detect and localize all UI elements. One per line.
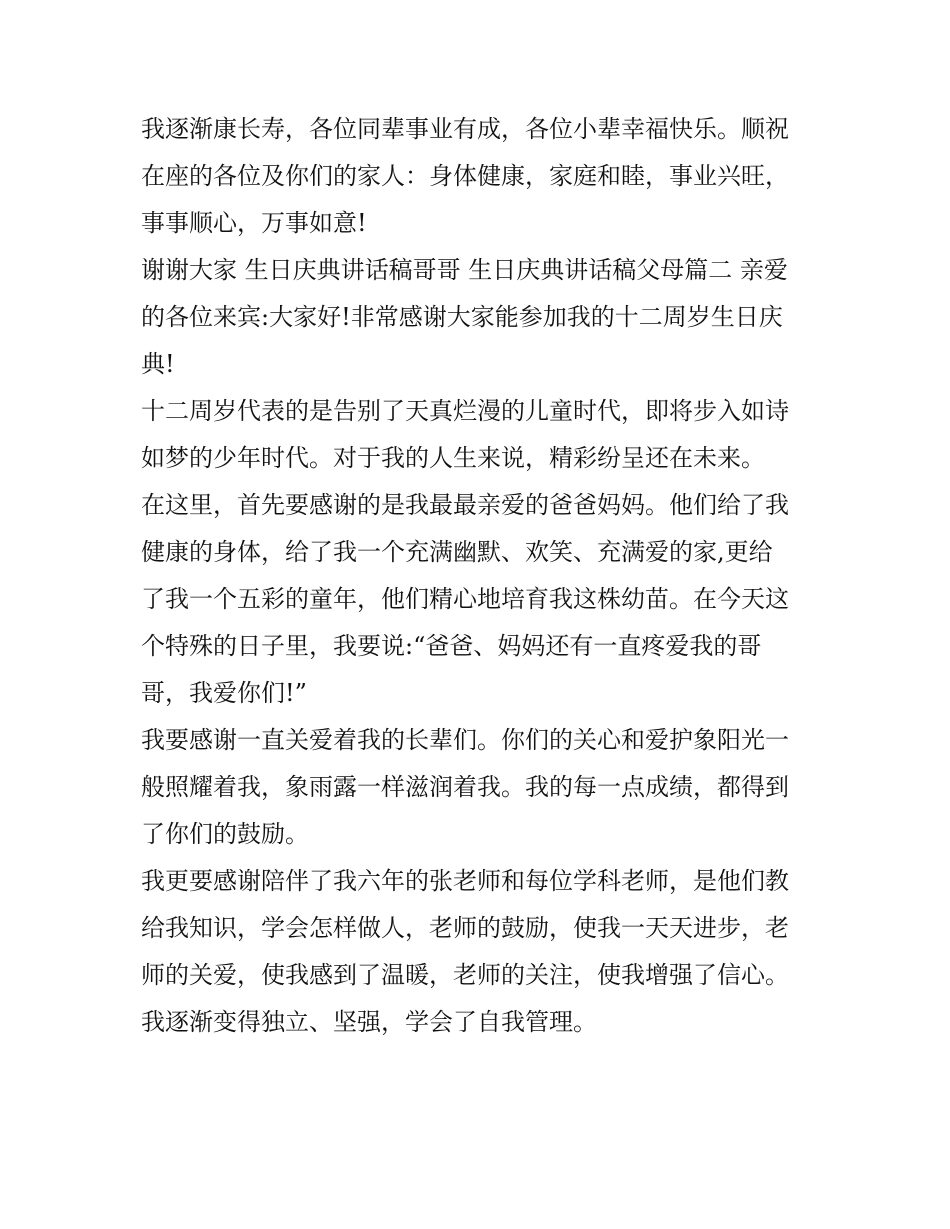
- text-line: 我逐渐变得独立、坚强，学会了自我管理。: [141, 1008, 597, 1036]
- paragraph-4: [141, 482, 817, 717]
- text-line: 给我知识，学会怎样做人，老师的鼓励，使我一天天进步，老: [141, 914, 789, 942]
- text-line: 在座的各位及你们的家人：身体健康，家庭和睦，事业兴旺，: [141, 162, 789, 190]
- paragraph-6: [141, 858, 817, 1046]
- paragraph-2: [141, 247, 817, 388]
- text-line: 谢谢大家 生日庆典讲话稿哥哥 生日庆典讲话稿父母篇二 亲爱: [141, 256, 788, 284]
- document-body: [141, 106, 817, 1046]
- text-line: 如梦的少年时代。对于我的人生来说，精彩纷呈还在未来。: [141, 444, 765, 472]
- paragraph-3: [141, 388, 817, 482]
- text-line: 般照耀着我，象雨露一样滋润着我。我的每一点成绩，都得到: [141, 773, 789, 801]
- text-line: 健康的身体，给了我一个充满幽默、欢笑、充满爱的家,更给: [141, 538, 773, 566]
- text-line: 个特殊的日子里，我要说:“爸爸、妈妈还有一直疼爱我的哥: [141, 632, 762, 660]
- text-line: 哥，我爱你们!”: [141, 679, 307, 707]
- paragraph-5: [141, 717, 817, 858]
- paragraph-1: [141, 106, 817, 247]
- text-line: 我更要感谢陪伴了我六年的张老师和每位学科老师，是他们教: [141, 867, 789, 895]
- text-line: 了你们的鼓励。: [141, 820, 309, 848]
- text-line: 我逐渐康长寿，各位同辈事业有成，各位小辈幸福快乐。顺祝: [141, 115, 789, 143]
- text-line: 师的关爱，使我感到了温暖，老师的关注，使我增强了信心。: [141, 961, 789, 989]
- text-line: 事事顺心，万事如意!: [141, 209, 367, 237]
- text-line: 我要感谢一直关爱着我的长辈们。你们的关心和爱护象阳光一: [141, 726, 789, 754]
- text-line: 了我一个五彩的童年，他们精心地培育我这株幼苗。在今天这: [141, 585, 789, 613]
- text-line: 在这里，首先要感谢的是我最最亲爱的爸爸妈妈。他们给了我: [141, 491, 789, 519]
- text-line: 十二周岁代表的是告别了天真烂漫的儿童时代，即将步入如诗: [141, 397, 789, 425]
- text-line: 典!: [141, 350, 175, 378]
- text-line: 的各位来宾:大家好!非常感谢大家能参加我的十二周岁生日庆: [141, 303, 783, 331]
